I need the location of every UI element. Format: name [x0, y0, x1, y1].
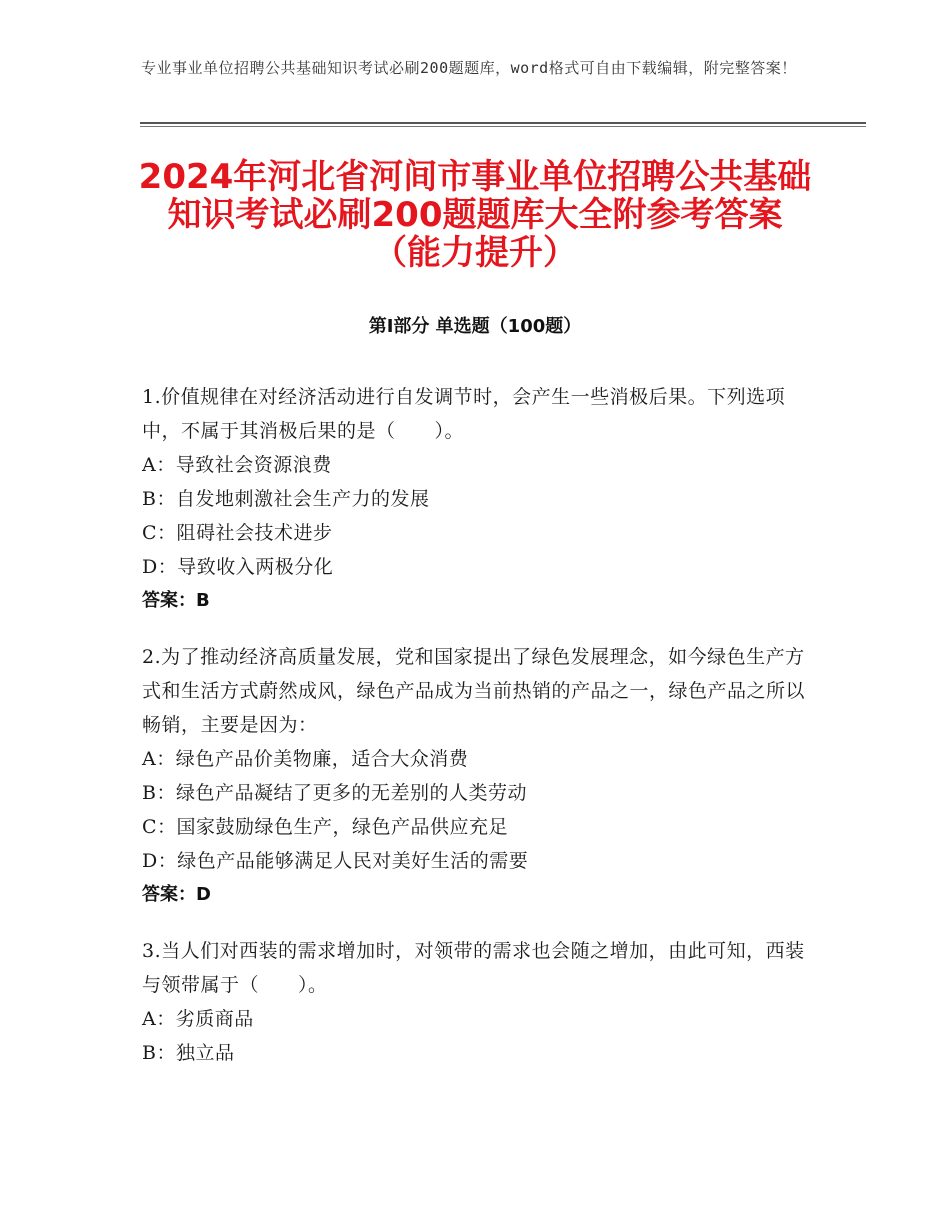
- option-c: C：国家鼓励绿色生产，绿色产品供应充足: [142, 816, 509, 838]
- question-item: [142, 934, 807, 1070]
- section-heading: 第I部分 单选题（100题）: [368, 316, 582, 337]
- title-line: 2024年河北省河间市事业单位招聘公共基础: [138, 157, 812, 197]
- option-a: A：导致社会资源浪费: [142, 454, 332, 476]
- header-divider-thin: [140, 126, 866, 127]
- header-note: 专业事业单位招聘公共基础知识考试必刷200题题库，word格式可自由下载编辑，附完整答案！: [141, 59, 797, 77]
- answer-line: 答案：B: [142, 590, 210, 611]
- option-b: B：独立品: [142, 1042, 235, 1064]
- title-line: （能力提升）: [373, 233, 577, 273]
- question-stem: 3.当人们对西装的需求增加时，对领带的需求也会随之增加，由此可知，西装与领带属于（ ）。: [142, 940, 805, 996]
- document-title: [130, 158, 820, 272]
- option-a: A：绿色产品价美物廉，适合大众消费: [142, 748, 469, 770]
- option-d: D：导致收入两极分化: [142, 556, 334, 578]
- option-d: D：绿色产品能够满足人民对美好生活的需要: [142, 850, 529, 872]
- question-stem: 2.为了推动经济高质量发展，党和国家提出了绿色发展理念，如今绿色生产方式和生活方式蔚然成风，绿色产品成为当前热销的产品之一，绿色产品之所以畅销，主要是因为：: [142, 646, 806, 736]
- title-line: 知识考试必刷200题题库大全附参考答案: [167, 195, 783, 235]
- option-b: B：绿色产品凝结了更多的无差别的人类劳动: [142, 782, 527, 804]
- header-divider: [140, 122, 866, 124]
- answer-line: 答案：D: [142, 884, 211, 905]
- option-b: B：自发地刺激社会生产力的发展: [142, 488, 430, 510]
- question-stem: 1.价值规律在对经济活动进行自发调节时，会产生一些消极后果。下列选项中，不属于其消极后果的是（ ）。: [142, 386, 786, 442]
- option-c: C：阻碍社会技术进步: [142, 522, 333, 544]
- question-item: [142, 640, 807, 912]
- question-list: [142, 380, 807, 1092]
- question-item: [142, 380, 807, 618]
- option-a: A：劣质商品: [142, 1008, 254, 1030]
